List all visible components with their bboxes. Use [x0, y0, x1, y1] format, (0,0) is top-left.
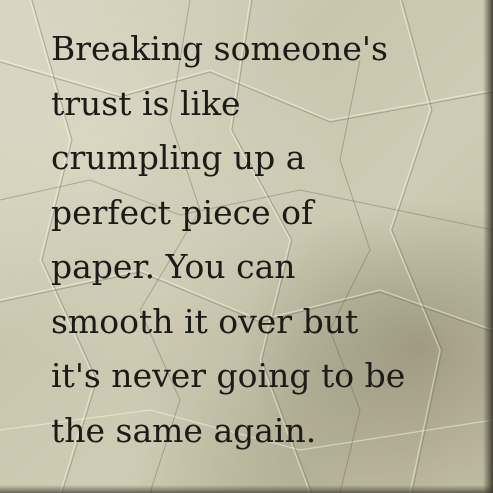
- quote-text: [51, 22, 481, 458]
- quote-line-6: smooth it over but: [51, 301, 359, 341]
- quote-line-4: perfect piece of: [51, 192, 314, 232]
- quote-line-5: paper. You can: [51, 247, 296, 286]
- quote-line-3: crumpling up a: [51, 138, 306, 177]
- quote-line-8: the same again.: [51, 410, 317, 450]
- paper-torn-edge-bottom: [0, 485, 493, 493]
- quote-line-2: trust is like: [51, 83, 241, 123]
- paper-torn-edge-right: [483, 0, 493, 493]
- quote-line-7: it's never going to be: [51, 356, 406, 395]
- quote-line-1: Breaking someone's: [51, 29, 388, 68]
